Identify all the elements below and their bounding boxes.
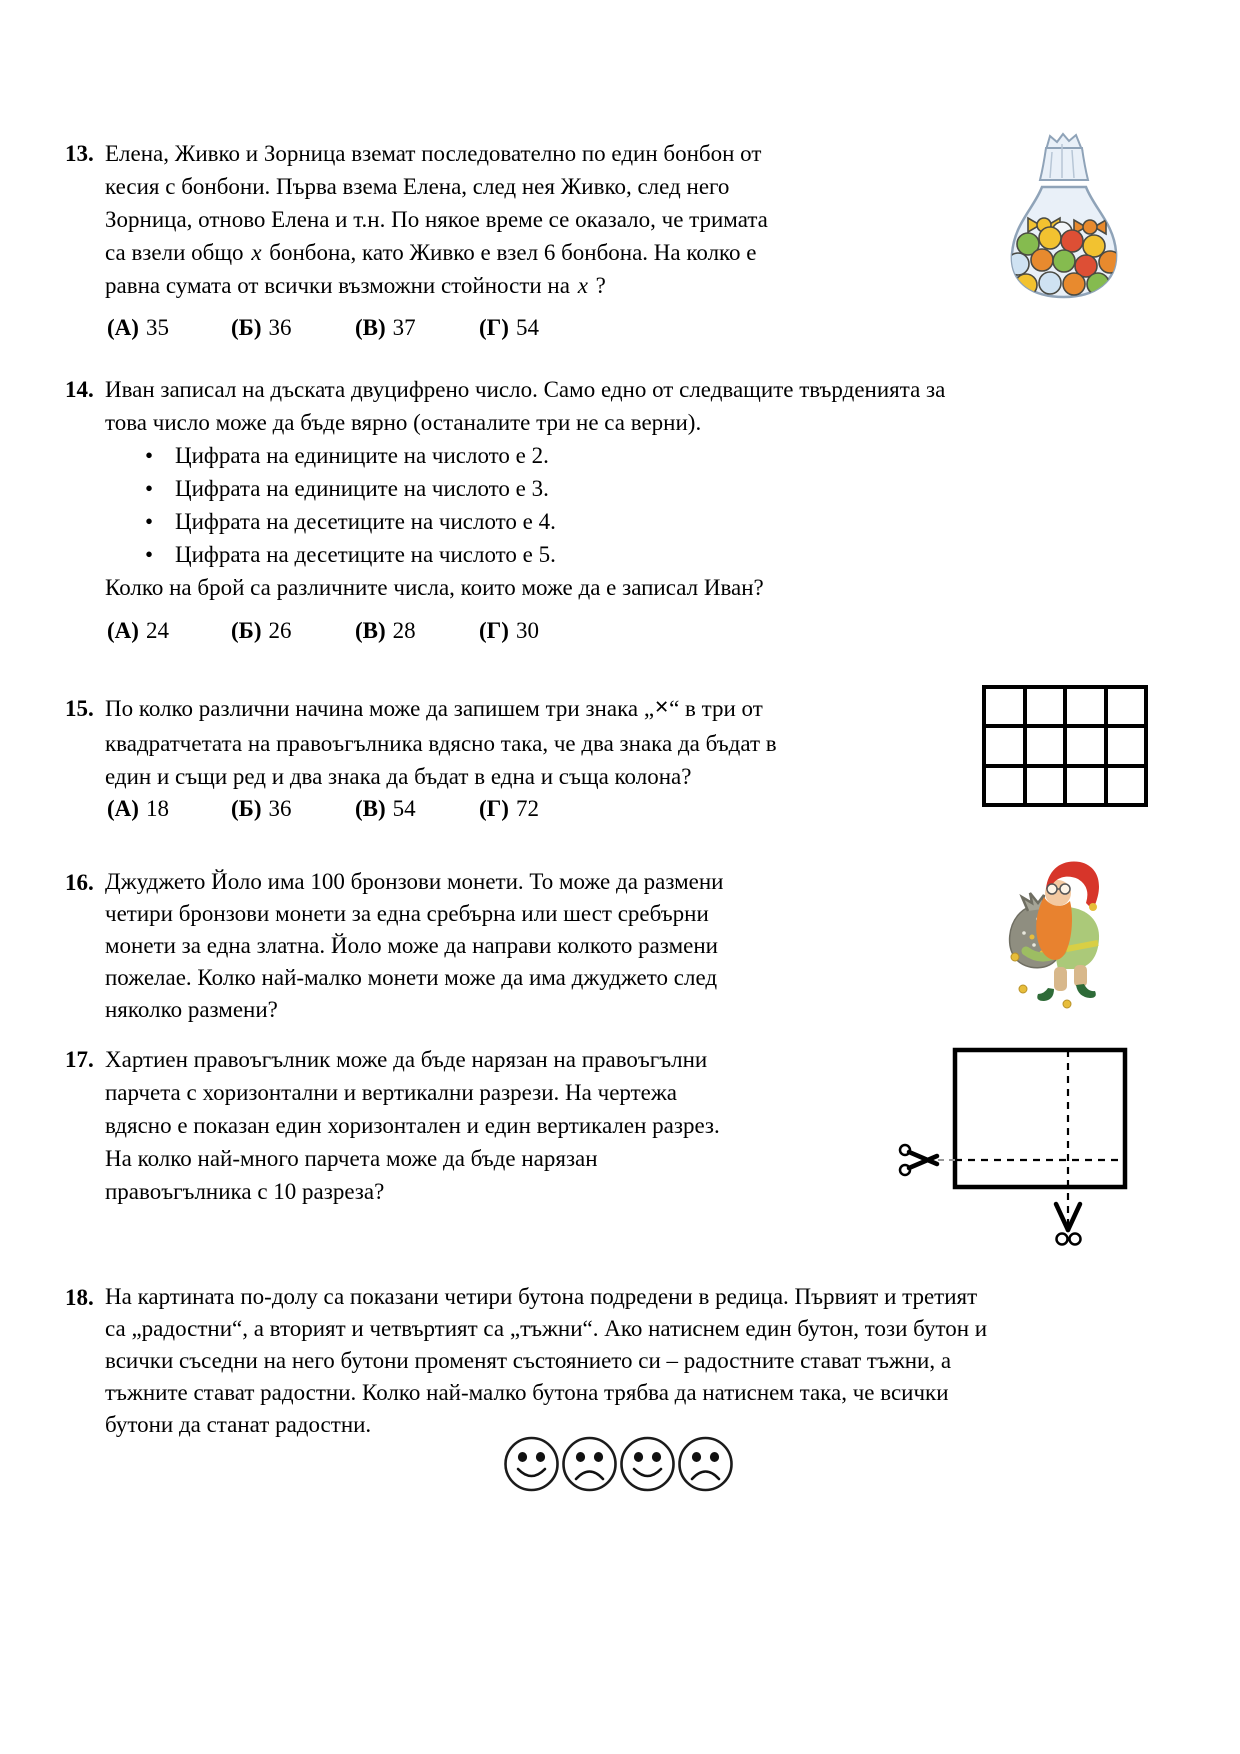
question-18-text: На картината по-долу са показани четири бутона подредени в редица. Първият и третият са „радостни“, а вторият и четвъртият са „тъжни“. Ако натиснем един бутон, този бутон и всички съседни на него бутони променят състоянието си – радостните стават тъжни, а тъжните стават радостни. Колко най-малко бутона трябва да натиснем така, че всички бутони да станат радостни. bbox=[105, 1284, 988, 1437]
grid-cell bbox=[1027, 728, 1064, 763]
option-b: (Б) 36 bbox=[231, 796, 292, 821]
question-14-number: 14. bbox=[65, 377, 94, 402]
cut-diagram bbox=[893, 1040, 1133, 1252]
option-g: (Г) 30 bbox=[479, 618, 539, 643]
option-g: (Г) 72 bbox=[479, 796, 539, 821]
candy-bag-illustration bbox=[1000, 128, 1132, 306]
grid-cell bbox=[1108, 768, 1145, 803]
question-13-number: 13. bbox=[65, 141, 94, 166]
smiley-row bbox=[503, 1434, 734, 1494]
gnome-leg bbox=[1074, 965, 1087, 987]
gnome-leg bbox=[1054, 967, 1067, 991]
gnome-illustration bbox=[998, 853, 1123, 1011]
paper-rectangle bbox=[955, 1050, 1125, 1187]
question-13-options bbox=[107, 311, 603, 344]
question-15-text: По колко различни начина може да запишем три знака „✕“ в три от квадратчетата на правоъгълника вдясно така, че два знака да бъдат в един и същи ред и два знака да бъдат в една и съща колона? bbox=[105, 696, 777, 789]
gnome-boot bbox=[1037, 988, 1054, 1001]
option-a: (А) 18 bbox=[107, 796, 169, 821]
question-18-number: 18. bbox=[65, 1285, 94, 1310]
smiley-happy-1 bbox=[503, 1434, 560, 1494]
grid-cell bbox=[986, 728, 1023, 763]
grid-cell bbox=[1067, 768, 1104, 803]
option-a: (А) 24 bbox=[107, 618, 169, 643]
question-17-number: 17. bbox=[65, 1047, 94, 1072]
bullet-item: • Цифрата на единиците на числото е 2. bbox=[105, 439, 945, 472]
smiley-happy-3 bbox=[619, 1434, 676, 1494]
glasses-lens bbox=[1060, 884, 1070, 894]
bullet-item: • Цифрата на десетиците на числото е 4. bbox=[105, 505, 945, 538]
option-a: (А) 35 bbox=[107, 315, 169, 340]
question-16 bbox=[65, 866, 724, 1026]
grid-cell bbox=[986, 689, 1023, 724]
question-14-bullets bbox=[105, 439, 945, 571]
grid-cell bbox=[1027, 768, 1064, 803]
option-v: (В) 54 bbox=[355, 796, 416, 821]
smiley-sad-2 bbox=[561, 1434, 618, 1494]
question-17 bbox=[65, 1043, 720, 1208]
grid-cell bbox=[1108, 689, 1145, 724]
glasses-lens bbox=[1047, 884, 1057, 894]
question-15 bbox=[65, 692, 777, 793]
question-14-outro: Колко на брой са различните числа, които може да е записал Иван? bbox=[105, 575, 764, 600]
grid-cell bbox=[1067, 728, 1104, 763]
question-13-text: Елена, Живко и Зорница вземат последователно по един бонбон от кесия с бонбони. Първа взема Елена, след нея Живко, след него Зорница, отново Елена и т.н. По някое време се оказало, че тримата са взели общо x бонбона, като Живко е взел 6 бонбона. На колко е равна сумата от всички възможни стойности на x ? bbox=[105, 141, 768, 298]
option-b: (Б) 26 bbox=[231, 618, 292, 643]
question-13 bbox=[65, 137, 768, 302]
question-17-text: Хартиен правоъгълник може да бъде нарязан на правоъгълни парчета с хоризонтални и вертикални разрези. На чертежа вдясно е показан един хоризонтален и един вертикален разрез. На колко най-много парчета може да бъде нарязан правоъгълника с 10 разреза? bbox=[105, 1047, 720, 1204]
question-15-options bbox=[107, 792, 603, 825]
question-16-number: 16. bbox=[65, 870, 94, 895]
hat-tip-ball bbox=[1089, 903, 1097, 911]
question-14-intro: Иван записал на дъската двуцифрено число. Само едно от следващите твърденията за това число може да бъде вярно (останалите три не са верни). bbox=[105, 377, 946, 435]
scissors-icon-left bbox=[900, 1145, 937, 1175]
option-v: (В) 37 bbox=[355, 315, 416, 340]
question-14-text bbox=[105, 373, 945, 604]
option-b: (Б) 36 bbox=[231, 315, 292, 340]
option-g: (Г) 54 bbox=[479, 315, 539, 340]
bullet-item: • Цифрата на единиците на числото е 3. bbox=[105, 472, 945, 505]
question-18 bbox=[65, 1281, 987, 1441]
grid-cell bbox=[1108, 728, 1145, 763]
option-v: (В) 28 bbox=[355, 618, 416, 643]
answer-grid bbox=[982, 685, 1148, 807]
question-15-number: 15. bbox=[65, 696, 94, 721]
question-16-text: Джуджето Йоло има 100 бронзови монети. То може да размени четири бронзови монети за една сребърна или шест сребърни монети за една златна. Йоло може да направи колкото размени пожелае. Колко най-малко монети може да има джуджето след няколко размени? bbox=[105, 869, 724, 1022]
bullet-item: • Цифрата на десетиците на числото е 5. bbox=[105, 538, 945, 571]
smiley-sad-4 bbox=[677, 1434, 734, 1494]
question-14 bbox=[65, 373, 945, 604]
grid-cell bbox=[1067, 689, 1104, 724]
grid-cell bbox=[986, 768, 1023, 803]
bag-neck bbox=[1040, 148, 1088, 180]
question-14-options bbox=[107, 614, 603, 647]
gnome-boot bbox=[1076, 984, 1096, 998]
grid-cell bbox=[1027, 689, 1064, 724]
